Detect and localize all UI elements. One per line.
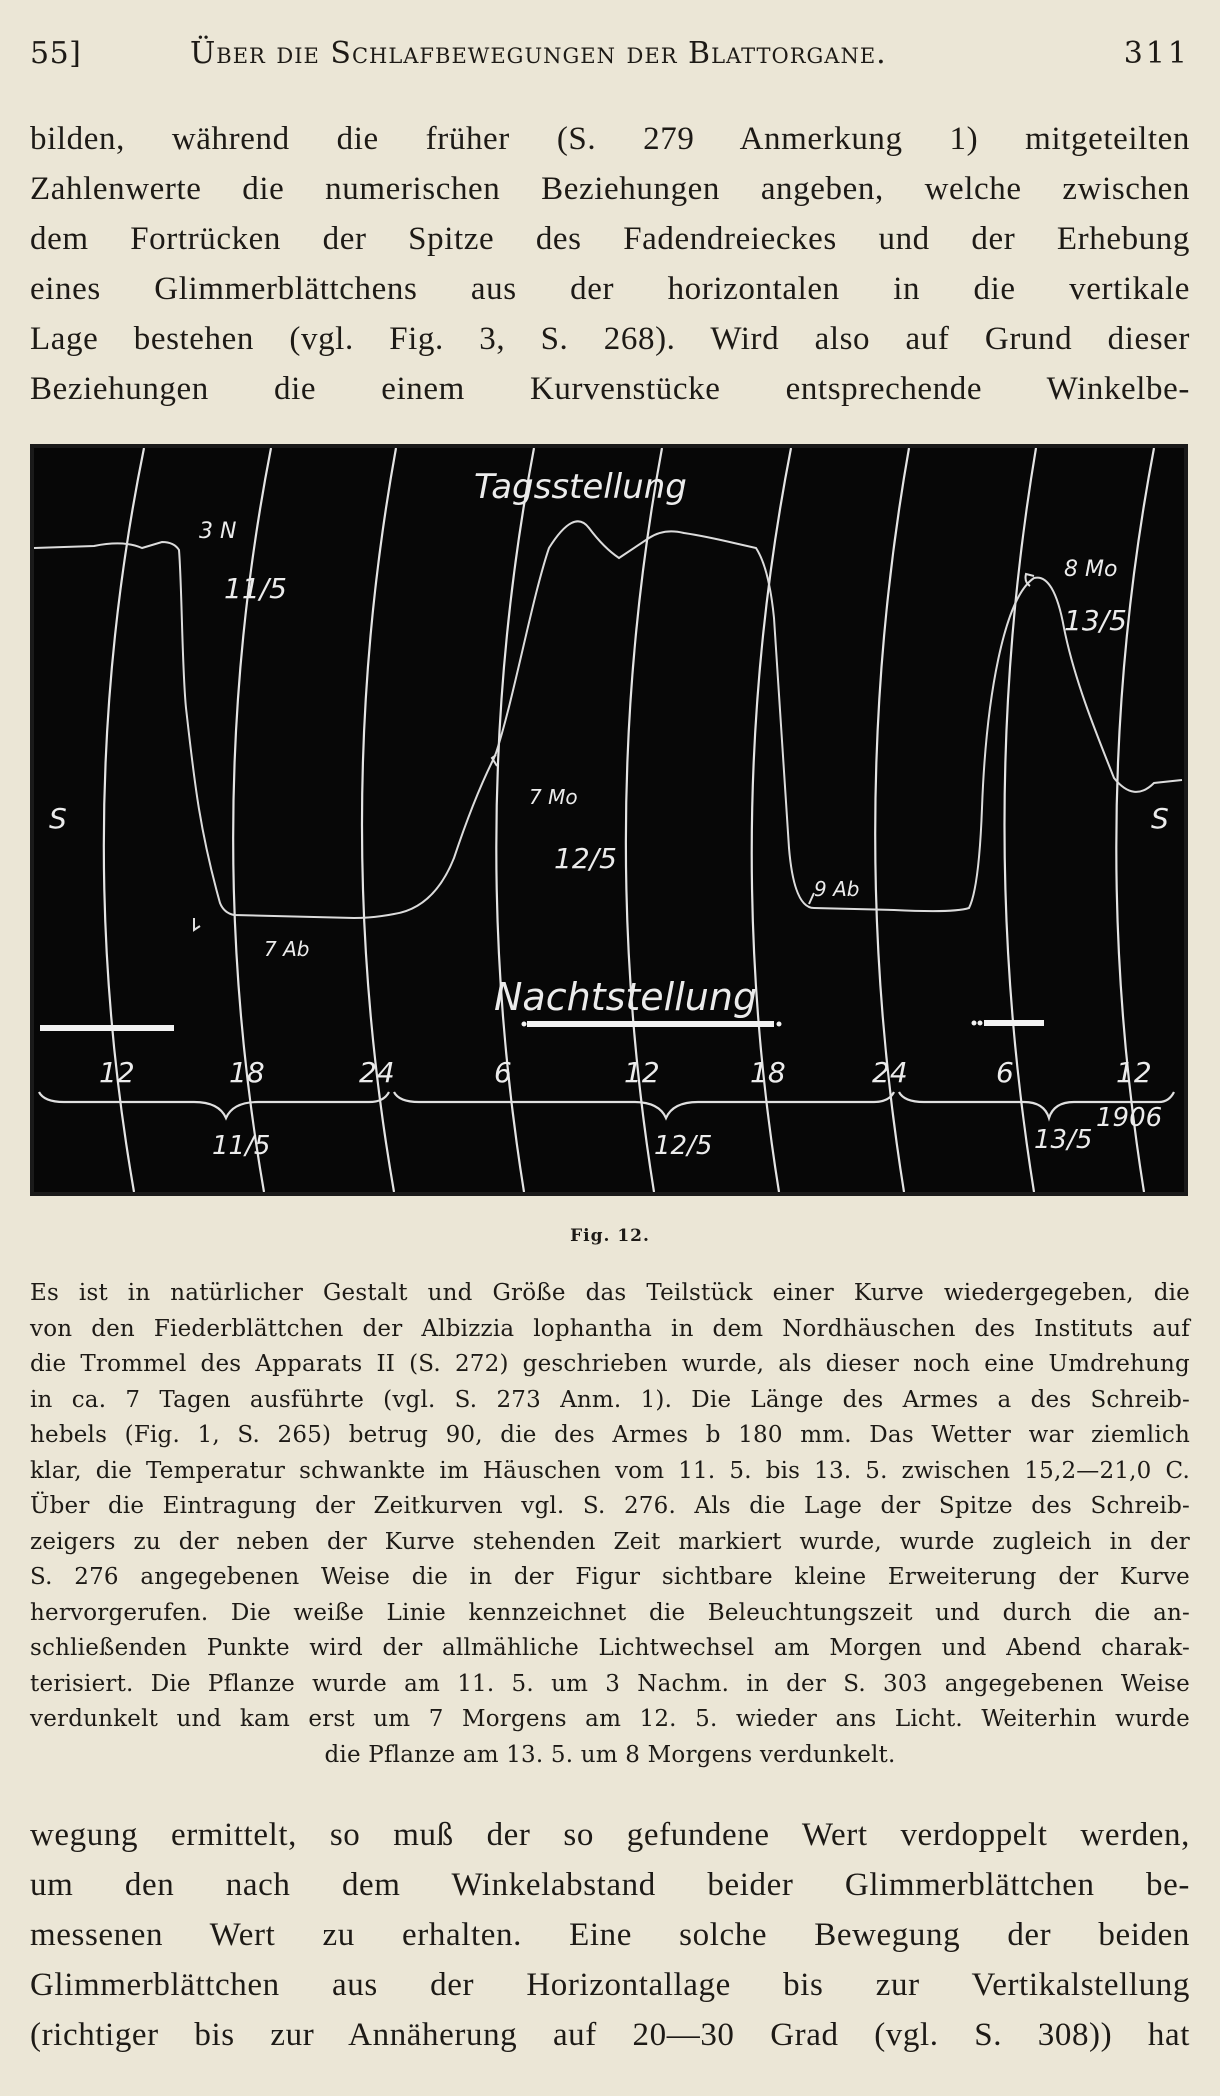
day-label: 12/5 xyxy=(654,1131,713,1161)
time-tick-label: 6 xyxy=(494,1056,512,1089)
label-8mo: 8 Mo xyxy=(1064,557,1118,582)
caption-line: S. 276 angegebenen Weise die in der Figur sichtbare kleine Erweiterung der Kurve xyxy=(30,1564,1190,1590)
caption-line: terisiert. Die Pflanze wurde am 11. 5. um 3 Nachm. in der S. 303 angegebenen Weise xyxy=(30,1670,1190,1697)
caption-line: die Pflanze am 13. 5. um 8 Morgens verdunkelt. xyxy=(324,1741,896,1768)
caption-line: Es ist in natürlicher Gestalt und Größe das Teilstück einer Kurve wiedergegeben, die xyxy=(30,1280,1190,1306)
kymograph-plot xyxy=(34,448,1184,1192)
caption-line: Über die Eintragung der Zeitkurven vgl. S. 276. Als die Lage der Spitze des Schreib- xyxy=(30,1493,1190,1519)
section-number: 55] xyxy=(30,36,82,71)
bottom-paragraph xyxy=(30,1810,1190,2060)
text-line: eines Glimmerblättchens aus der horizontalen in die vertikale xyxy=(30,271,1190,307)
time-tick-label: 24 xyxy=(872,1056,908,1089)
day-brace xyxy=(39,1092,389,1118)
year-label: 1906 xyxy=(1096,1103,1163,1133)
label-date-12-5: 12/5 xyxy=(554,842,617,875)
label-date-11-5: 11/5 xyxy=(224,572,287,605)
label-tagsstellung: Tagsstellung xyxy=(474,467,687,507)
running-head xyxy=(30,36,1190,76)
day-label: 11/5 xyxy=(212,1131,271,1161)
caption-line: hervorgerufen. Die weiße Linie kennzeichnet die Beleuchtungszeit und durch die an- xyxy=(30,1599,1190,1626)
day-brace xyxy=(394,1092,894,1118)
caption-line: zeigers zu der neben der Kurve stehenden Zeit markiert wurde, wurde zugleich in der xyxy=(30,1528,1190,1555)
label-date-13-5: 13/5 xyxy=(1064,604,1127,637)
time-tick-label: 6 xyxy=(996,1056,1014,1089)
text-line: dem Fortrücken der Spitze des Fadendreieckes und der Erhebung xyxy=(30,221,1190,257)
top-paragraph xyxy=(30,114,1190,414)
day-labels xyxy=(212,1103,1162,1161)
text-line: Zahlenwerte die numerischen Beziehungen angeben, welche zwischen xyxy=(30,171,1190,207)
figure-label: Fig. 12. xyxy=(570,1226,650,1246)
page-number: 311 xyxy=(1123,36,1190,71)
time-tick-label: 12 xyxy=(1116,1056,1152,1089)
text-line: messenen Wert zu erhalten. Eine solche Bewegung der beiden xyxy=(30,1917,1190,1953)
time-tick-label: 18 xyxy=(229,1056,265,1089)
figure-caption xyxy=(30,1276,1190,1773)
time-mark xyxy=(194,574,1034,930)
label-7mo: 7 Mo xyxy=(529,785,578,809)
caption-line: klar, die Temperatur schwankte im Häuschen vom 11. 5. bis 13. 5. zwischen 15,2—21,0 C. xyxy=(30,1457,1190,1484)
time-tick-label: 24 xyxy=(359,1056,395,1089)
label-nachtstellung: Nachtstellung xyxy=(494,975,758,1019)
caption-line: in ca. 7 Tagen ausführte (vgl. S. 273 Anm. 1). Die Länge des Armes a des Schreib- xyxy=(30,1386,1190,1413)
label-9ab: 9 Ab xyxy=(814,877,860,901)
text-line: um den nach dem Winkelabstand beider Glimmerblättchen be- xyxy=(30,1867,1190,1903)
time-tick-label: 18 xyxy=(750,1056,786,1089)
label-s-right: S xyxy=(1151,802,1169,835)
text-line: (richtiger bis zur Annäherung auf 20—30 Grad (vgl. S. 308)) hat xyxy=(30,2017,1190,2053)
time-tick-labels xyxy=(99,1056,1152,1089)
text-line: Lage bestehen (vgl. Fig. 3, S. 268). Wird also auf Grund dieser xyxy=(30,321,1190,357)
caption-line: die Trommel des Apparats II (S. 272) geschrieben wurde, als dieser noch eine Umdrehung xyxy=(30,1351,1190,1377)
caption-line: von den Fiederblättchen der Albizzia lophantha in dem Nordhäuschen des Instituts auf xyxy=(30,1315,1190,1342)
running-title: Über die Schlafbewegungen der Blattorgane. xyxy=(190,36,887,71)
time-tick-label: 12 xyxy=(99,1056,135,1089)
day-label: 13/5 xyxy=(1034,1125,1093,1155)
text-line: Beziehungen die einem Kurvenstücke entsprechende Winkelbe- xyxy=(30,371,1190,407)
time-tick-label: 12 xyxy=(624,1056,660,1089)
label-s-left: S xyxy=(49,802,67,835)
text-line: Glimmerblättchen aus der Horizontallage bis zur Vertikalstellung xyxy=(30,1967,1190,2003)
caption-line: schließenden Punkte wird der allmähliche Lichtwechsel am Morgen und Abend charak- xyxy=(30,1635,1190,1661)
kymograph-figure xyxy=(30,444,1188,1196)
label-7ab: 7 Ab xyxy=(264,937,310,961)
label-3n: 3 N xyxy=(199,519,237,544)
caption-line: verdunkelt und kam erst um 7 Morgens am 12. 5. wieder ans Licht. Weiterhin wurde xyxy=(30,1706,1190,1732)
text-line: bilden, während die früher (S. 279 Anmerkung 1) mitgeteilten xyxy=(30,121,1190,157)
text-line: wegung ermittelt, so muß der so gefundene Wert verdoppelt werden, xyxy=(30,1817,1190,1853)
caption-line: hebels (Fig. 1, S. 265) betrug 90, die des Armes b 180 mm. Das Wetter war ziemlich xyxy=(30,1422,1190,1448)
